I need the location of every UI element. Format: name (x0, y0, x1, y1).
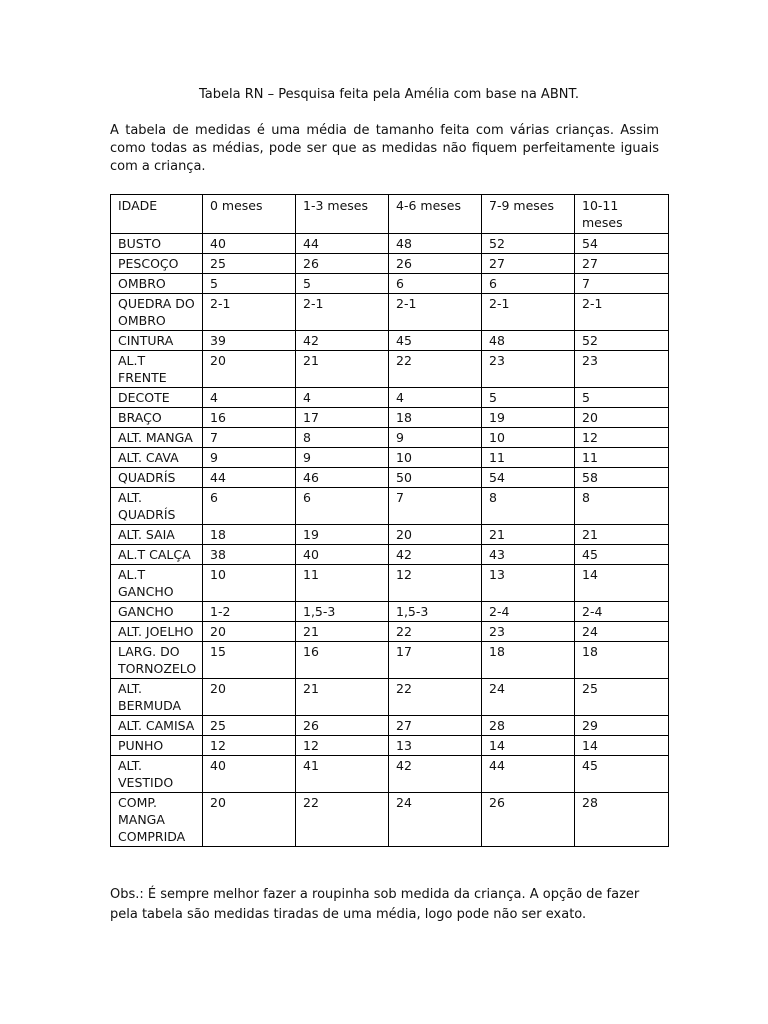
value-cell: 9 (389, 428, 482, 448)
value-cell: 12 (389, 565, 482, 602)
value-cell: 2-1 (389, 294, 482, 331)
value-cell: 6 (389, 274, 482, 294)
row-label-cell: ALT. CAVA (111, 448, 203, 468)
value-cell: 38 (203, 545, 296, 565)
value-cell: 21 (296, 622, 389, 642)
column-header: IDADE (111, 195, 203, 234)
row-label-cell: QUADRÍS (111, 468, 203, 488)
value-cell: 13 (389, 736, 482, 756)
value-cell: 28 (482, 716, 575, 736)
value-cell: 40 (203, 756, 296, 793)
measurements-table (110, 194, 669, 847)
value-cell: 22 (389, 351, 482, 388)
value-cell: 20 (575, 408, 669, 428)
value-cell: 1,5-3 (389, 602, 482, 622)
table-row (111, 525, 669, 545)
table-row (111, 679, 669, 716)
value-cell: 5 (482, 388, 575, 408)
value-cell: 13 (482, 565, 575, 602)
value-cell: 6 (296, 488, 389, 525)
value-cell: 42 (389, 756, 482, 793)
value-cell: 2-1 (203, 294, 296, 331)
value-cell: 25 (203, 254, 296, 274)
table-row (111, 642, 669, 679)
table-row (111, 468, 669, 488)
table-row (111, 756, 669, 793)
value-cell: 1-2 (203, 602, 296, 622)
column-header: 0 meses (203, 195, 296, 234)
row-label-cell: ALT. QUADRÍS (111, 488, 203, 525)
column-header: 4-6 meses (389, 195, 482, 234)
value-cell: 29 (575, 716, 669, 736)
value-cell: 42 (296, 331, 389, 351)
row-label-cell: BRAÇO (111, 408, 203, 428)
document-title: Tabela RN – Pesquisa feita pela Amélia com base na ABNT. (198, 87, 579, 102)
intro-paragraph: A tabela de medidas é uma média de tamanho feita com várias crianças. Assim como todas as médias, pode ser que as medidas não fiquem perfeitamente iguais com a criança. (110, 123, 659, 174)
value-cell: 4 (389, 388, 482, 408)
footnote: Obs.: É sempre melhor fazer a roupinha sob medida da criança. A opção de fazer pela tabela são medidas tiradas de uma média, logo pode não ser exato. (110, 887, 640, 922)
table-header-row (111, 195, 669, 234)
value-cell: 26 (296, 716, 389, 736)
table-row (111, 234, 669, 254)
value-cell: 10 (203, 565, 296, 602)
value-cell: 22 (389, 679, 482, 716)
value-cell: 44 (296, 234, 389, 254)
value-cell: 20 (203, 793, 296, 847)
value-cell: 24 (575, 622, 669, 642)
row-label-cell: DECOTE (111, 388, 203, 408)
value-cell: 27 (575, 254, 669, 274)
table-row (111, 602, 669, 622)
value-cell: 8 (575, 488, 669, 525)
value-cell: 20 (203, 679, 296, 716)
value-cell: 21 (575, 525, 669, 545)
row-label-cell: ALT. CAMISA (111, 716, 203, 736)
value-cell: 18 (575, 642, 669, 679)
value-cell: 11 (296, 565, 389, 602)
value-cell: 19 (296, 525, 389, 545)
table-row (111, 565, 669, 602)
value-cell: 8 (296, 428, 389, 448)
value-cell: 10 (482, 428, 575, 448)
value-cell: 46 (296, 468, 389, 488)
row-label-cell: ALT. SAIA (111, 525, 203, 545)
value-cell: 20 (203, 622, 296, 642)
value-cell: 21 (296, 351, 389, 388)
value-cell: 6 (203, 488, 296, 525)
table-row (111, 488, 669, 525)
table-row (111, 716, 669, 736)
value-cell: 41 (296, 756, 389, 793)
row-label-cell: PUNHO (111, 736, 203, 756)
table-row (111, 294, 669, 331)
value-cell: 22 (296, 793, 389, 847)
value-cell: 4 (203, 388, 296, 408)
value-cell: 52 (575, 331, 669, 351)
value-cell: 23 (482, 351, 575, 388)
value-cell: 2-1 (575, 294, 669, 331)
table-row (111, 274, 669, 294)
value-cell: 26 (296, 254, 389, 274)
value-cell: 12 (296, 736, 389, 756)
value-cell: 48 (389, 234, 482, 254)
table-row (111, 428, 669, 448)
value-cell: 17 (296, 408, 389, 428)
value-cell: 15 (203, 642, 296, 679)
value-cell: 39 (203, 331, 296, 351)
row-label-cell: PESCOÇO (111, 254, 203, 274)
value-cell: 17 (389, 642, 482, 679)
value-cell: 50 (389, 468, 482, 488)
value-cell: 16 (296, 642, 389, 679)
value-cell: 52 (482, 234, 575, 254)
value-cell: 26 (389, 254, 482, 274)
value-cell: 12 (575, 428, 669, 448)
value-cell: 16 (203, 408, 296, 428)
measurements-table-body (111, 195, 669, 847)
column-header: 1-3 meses (296, 195, 389, 234)
value-cell: 54 (575, 234, 669, 254)
row-label-cell: AL.T GANCHO (111, 565, 203, 602)
value-cell: 18 (482, 642, 575, 679)
value-cell: 20 (389, 525, 482, 545)
table-row (111, 408, 669, 428)
value-cell: 45 (575, 756, 669, 793)
value-cell: 18 (203, 525, 296, 545)
value-cell: 7 (203, 428, 296, 448)
value-cell: 14 (482, 736, 575, 756)
value-cell: 8 (482, 488, 575, 525)
value-cell: 40 (203, 234, 296, 254)
value-cell: 44 (482, 756, 575, 793)
table-row (111, 448, 669, 468)
value-cell: 20 (203, 351, 296, 388)
row-label-cell: QUEDRA DO OMBRO (111, 294, 203, 331)
value-cell: 28 (575, 793, 669, 847)
row-label-cell: OMBRO (111, 274, 203, 294)
value-cell: 54 (482, 468, 575, 488)
row-label-cell: LARG. DO TORNOZELO (111, 642, 203, 679)
table-row (111, 351, 669, 388)
value-cell: 25 (575, 679, 669, 716)
row-label-cell: COMP. MANGA COMPRIDA (111, 793, 203, 847)
row-label-cell: ALT. VESTIDO (111, 756, 203, 793)
value-cell: 7 (389, 488, 482, 525)
value-cell: 23 (482, 622, 575, 642)
table-row (111, 622, 669, 642)
row-label-cell: ALT. MANGA (111, 428, 203, 448)
value-cell: 23 (575, 351, 669, 388)
value-cell: 9 (203, 448, 296, 468)
value-cell: 18 (389, 408, 482, 428)
row-label-cell: AL.T CALÇA (111, 545, 203, 565)
value-cell: 14 (575, 565, 669, 602)
row-label-cell: ALT. JOELHO (111, 622, 203, 642)
column-header: 10-11 meses (575, 195, 669, 234)
value-cell: 2-1 (296, 294, 389, 331)
table-row (111, 331, 669, 351)
value-cell: 19 (482, 408, 575, 428)
value-cell: 7 (575, 274, 669, 294)
value-cell: 5 (296, 274, 389, 294)
value-cell: 26 (482, 793, 575, 847)
value-cell: 2-4 (575, 602, 669, 622)
row-label-cell: AL.T FRENTE (111, 351, 203, 388)
value-cell: 6 (482, 274, 575, 294)
value-cell: 10 (389, 448, 482, 468)
value-cell: 21 (482, 525, 575, 545)
value-cell: 2-4 (482, 602, 575, 622)
table-row (111, 388, 669, 408)
value-cell: 11 (482, 448, 575, 468)
table-row (111, 545, 669, 565)
value-cell: 24 (389, 793, 482, 847)
row-label-cell: GANCHO (111, 602, 203, 622)
row-label-cell: BUSTO (111, 234, 203, 254)
value-cell: 48 (482, 331, 575, 351)
value-cell: 43 (482, 545, 575, 565)
table-row (111, 254, 669, 274)
value-cell: 2-1 (482, 294, 575, 331)
value-cell: 21 (296, 679, 389, 716)
value-cell: 9 (296, 448, 389, 468)
value-cell: 4 (296, 388, 389, 408)
value-cell: 42 (389, 545, 482, 565)
column-header: 7-9 meses (482, 195, 575, 234)
value-cell: 27 (389, 716, 482, 736)
value-cell: 1,5-3 (296, 602, 389, 622)
value-cell: 14 (575, 736, 669, 756)
value-cell: 58 (575, 468, 669, 488)
value-cell: 44 (203, 468, 296, 488)
value-cell: 5 (203, 274, 296, 294)
value-cell: 45 (389, 331, 482, 351)
value-cell: 45 (575, 545, 669, 565)
value-cell: 24 (482, 679, 575, 716)
table-row (111, 793, 669, 847)
value-cell: 11 (575, 448, 669, 468)
row-label-cell: ALT. BERMUDA (111, 679, 203, 716)
table-row (111, 736, 669, 756)
value-cell: 25 (203, 716, 296, 736)
row-label-cell: CINTURA (111, 331, 203, 351)
value-cell: 12 (203, 736, 296, 756)
value-cell: 27 (482, 254, 575, 274)
value-cell: 22 (389, 622, 482, 642)
value-cell: 40 (296, 545, 389, 565)
value-cell: 5 (575, 388, 669, 408)
